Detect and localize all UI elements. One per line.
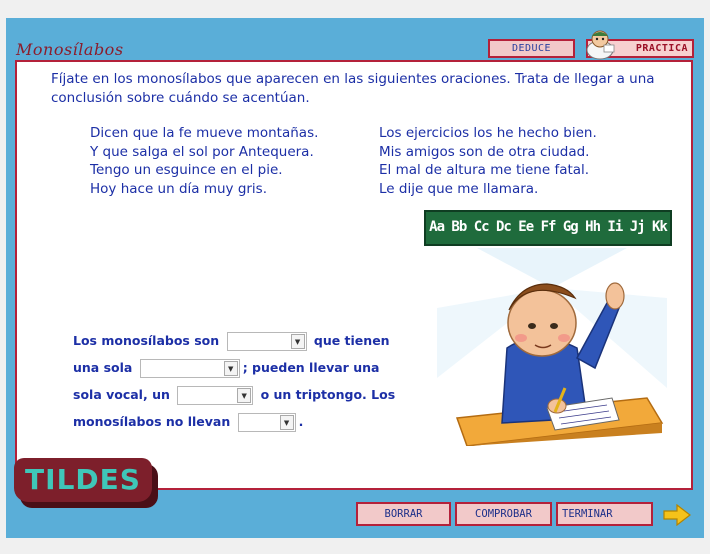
exercise-text: Los monosílabos son	[73, 333, 220, 348]
chevron-down-icon[interactable]: ▼	[280, 415, 294, 430]
answer-dropdown-3[interactable]	[177, 386, 253, 405]
sentence: Le dije que me llamara.	[379, 180, 539, 197]
practica-button[interactable]: PRACTICA	[586, 39, 694, 58]
sentence: Los ejercicios los he hecho bien.	[379, 125, 597, 141]
page-title: Monosílabos	[16, 40, 124, 59]
sentence: Tengo un esguince en el pie.	[90, 162, 283, 178]
exercise-text: .	[298, 414, 304, 429]
alphabet-chalkboard: Aa Bb Cc Dc Ee Ff Gg Hh Ii Jj Kk	[424, 210, 672, 246]
exercise-text: ; pueden llevar una	[242, 360, 380, 375]
sentence: Y que salga el sol por Antequera.	[90, 143, 314, 160]
borrar-button[interactable]: BORRAR	[356, 502, 451, 526]
exercise-text: monosílabos no llevan	[73, 414, 231, 429]
fill-in-exercise	[73, 327, 413, 435]
mascot-icon	[582, 28, 618, 60]
chevron-down-icon[interactable]: ▼	[237, 388, 251, 403]
sentence: Mis amigos son de otra ciudad.	[379, 143, 590, 160]
terminar-button[interactable]: TERMINAR	[556, 502, 653, 526]
tildes-logo: TILDES	[14, 458, 152, 502]
chevron-down-icon[interactable]: ▼	[291, 334, 305, 349]
sentence: Hoy hace un día muy gris.	[90, 180, 268, 197]
sentences-left	[90, 124, 318, 198]
sentences-right	[379, 124, 597, 198]
sentence: Dicen que la fe mueve montañas.	[90, 125, 319, 141]
sentence: El mal de altura me tiene fatal.	[379, 162, 590, 178]
next-arrow-icon[interactable]	[662, 504, 692, 526]
activity-window	[6, 18, 704, 538]
exercise-text: una sola	[73, 360, 133, 375]
chevron-down-icon[interactable]: ▼	[224, 361, 238, 376]
answer-dropdown-2[interactable]	[140, 359, 240, 378]
exercise-text: sola vocal, un	[73, 387, 170, 402]
answer-dropdown-1[interactable]	[227, 332, 307, 351]
answer-dropdown-4[interactable]	[238, 413, 296, 432]
deduce-button[interactable]: DEDUCE	[488, 39, 575, 58]
instructions-text: Fíjate en los monosílabos que aparecen en las siguientes oraciones. Trata de llegar a una conclusión sobre cuándo se acentúan.	[51, 71, 655, 106]
comprobar-button[interactable]: COMPROBAR	[455, 502, 552, 526]
exercise-text: que tienen	[313, 333, 390, 348]
student-illustration	[437, 248, 667, 446]
exercise-text: o un triptongo. Los	[260, 387, 396, 402]
content-panel	[15, 60, 693, 490]
